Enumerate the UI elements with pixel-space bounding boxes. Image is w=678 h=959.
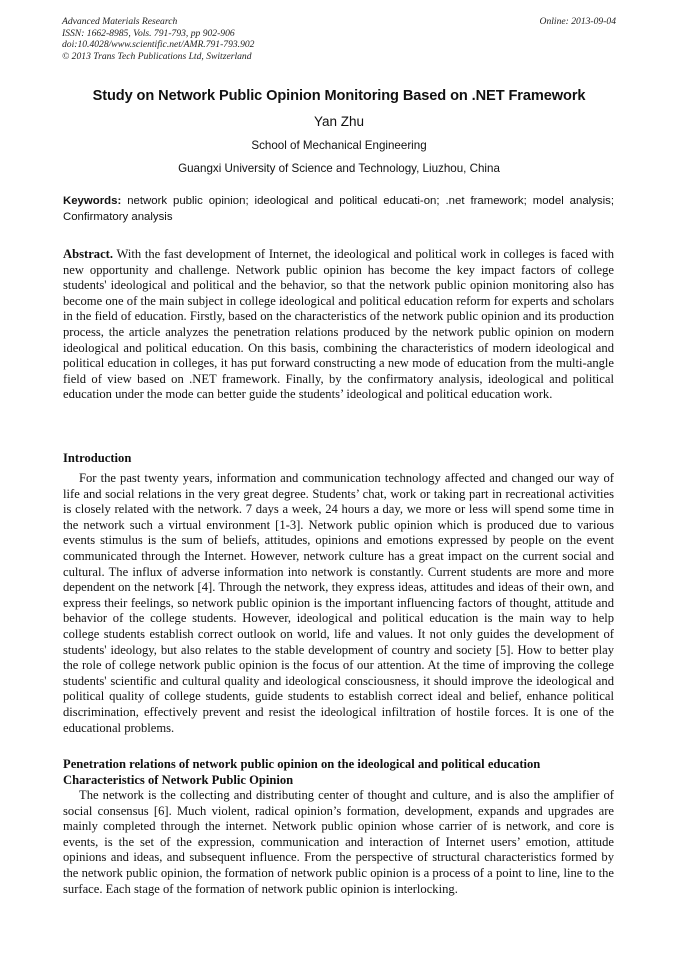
abstract-text: With the fast development of Internet, the ideological and political work in colleges is faced with new opportunity and challenge. Network public opinion has become the key impact factors of college students' ideological and political and the behavior, so that the network public opinion monitoring also has become one of the main subject in college ideological and political education reform for experts and scholars in the field of education. Firstly, based on the characteristics of the network public opinion and its production process, the article analyzes the penetration relations produced by the network public opinion on modern ideological and political education. On this basis, combining the characteristics of modern ideological and political education in colleges, it has put forward constructing a new mode of education from the multi-angle field of view based on .NET framework. Finally, by the confirmatory analysis, ideological and political education under the mode can better guide the students’ ideological and political education work. bbox=[63, 247, 614, 402]
penetration-heading: Penetration relations of network public opinion on the ideological and political education bbox=[63, 757, 541, 771]
characteristics-heading: Characteristics of Network Public Opinion bbox=[63, 773, 294, 787]
online-date: Online: 2013-09-04 bbox=[539, 16, 616, 27]
journal-name: Advanced Materials Research bbox=[62, 16, 178, 27]
abstract-block bbox=[63, 247, 614, 403]
introduction-paragraph: For the past twenty years, information and communication technology affected and changed our way of life and social relations in the very great degree. Students’ chat, work or taking part in recreational activities is closely related with the network. 7 days a week, 24 hours a day, we more or less will spend some time in the network such a virtual environment [1-3]. Network public opinion which is produced due to various events stimulus is the sum of beliefs, attitudes, opinions and emotions expressed by people on the event communicated through the Internet. However, network culture has a great impact on the current social and cultural. The influx of adverse information into network is constantly. Current students are more and more dependent on the network [4]. Through the network, they express ideas, attitudes and ideas of their own, and express their feelings, so network public opinion is the important influencing factors of thought, attitude and behavior of the college students. However, ideological and political education is the main way to help college students establish correct outlook on world, life and values. It not only guides the development of students' ideology, but also relates to the stable development of country and society [5]. How to better play the role of college network public opinion is the focus of our attention. At the time of improving the college students' scientific and cultural quality and ideological consciousness, it should improve the ideological and political quality of college students, guide students to establish correct ideal and belief, enhance political discrimination, effectively prevent and resist the ideological infiltration of hostile forces. It is one of the educational problems. bbox=[63, 471, 614, 735]
affiliation-university: Guangxi University of Science and Technology, Liuzhou, China bbox=[178, 162, 500, 175]
doi-line: doi:10.4028/www.scientific.net/AMR.791-793.902 bbox=[62, 39, 255, 50]
journal-header bbox=[62, 16, 616, 62]
characteristics-paragraph: The network is the collecting and distributing center of thought and culture, and is also the amplifier of social consensus [6]. Much violent, radical opinion’s formation, development, expands and upgrades are mainly completed through the internet. Network public opinion whose carrier of is network, and core is events, is the set of the expression, communication and interaction of Internet users’ emotion, attitude opinions and ideas, and subsequent influence. From the perspective of structural characteristics formed by the network public opinion, the formation of network public opinion is a process of a point to line, line to the surface. Each stage of the formation of network public opinion is interlocking. bbox=[63, 788, 614, 896]
copyright-line: © 2013 Trans Tech Publications Ltd, Switzerland bbox=[62, 50, 252, 62]
affiliation-school: School of Mechanical Engineering bbox=[251, 139, 427, 152]
author-name: Yan Zhu bbox=[313, 114, 365, 129]
keywords-block bbox=[63, 194, 614, 225]
introduction-heading: Introduction bbox=[63, 451, 132, 465]
abstract-label: Abstract. bbox=[63, 247, 114, 261]
keywords-label: Keywords: bbox=[63, 195, 122, 207]
issn-line: ISSN: 1662-8985, Vols. 791-793, pp 902-906 bbox=[62, 27, 235, 39]
paper-title: Study on Network Public Opinion Monitoring Based on .NET Framework bbox=[92, 88, 586, 104]
keywords-text: network public opinion; ideological and political educati-on; .net framework; model analysis; Confirmatory analysis bbox=[63, 195, 614, 223]
